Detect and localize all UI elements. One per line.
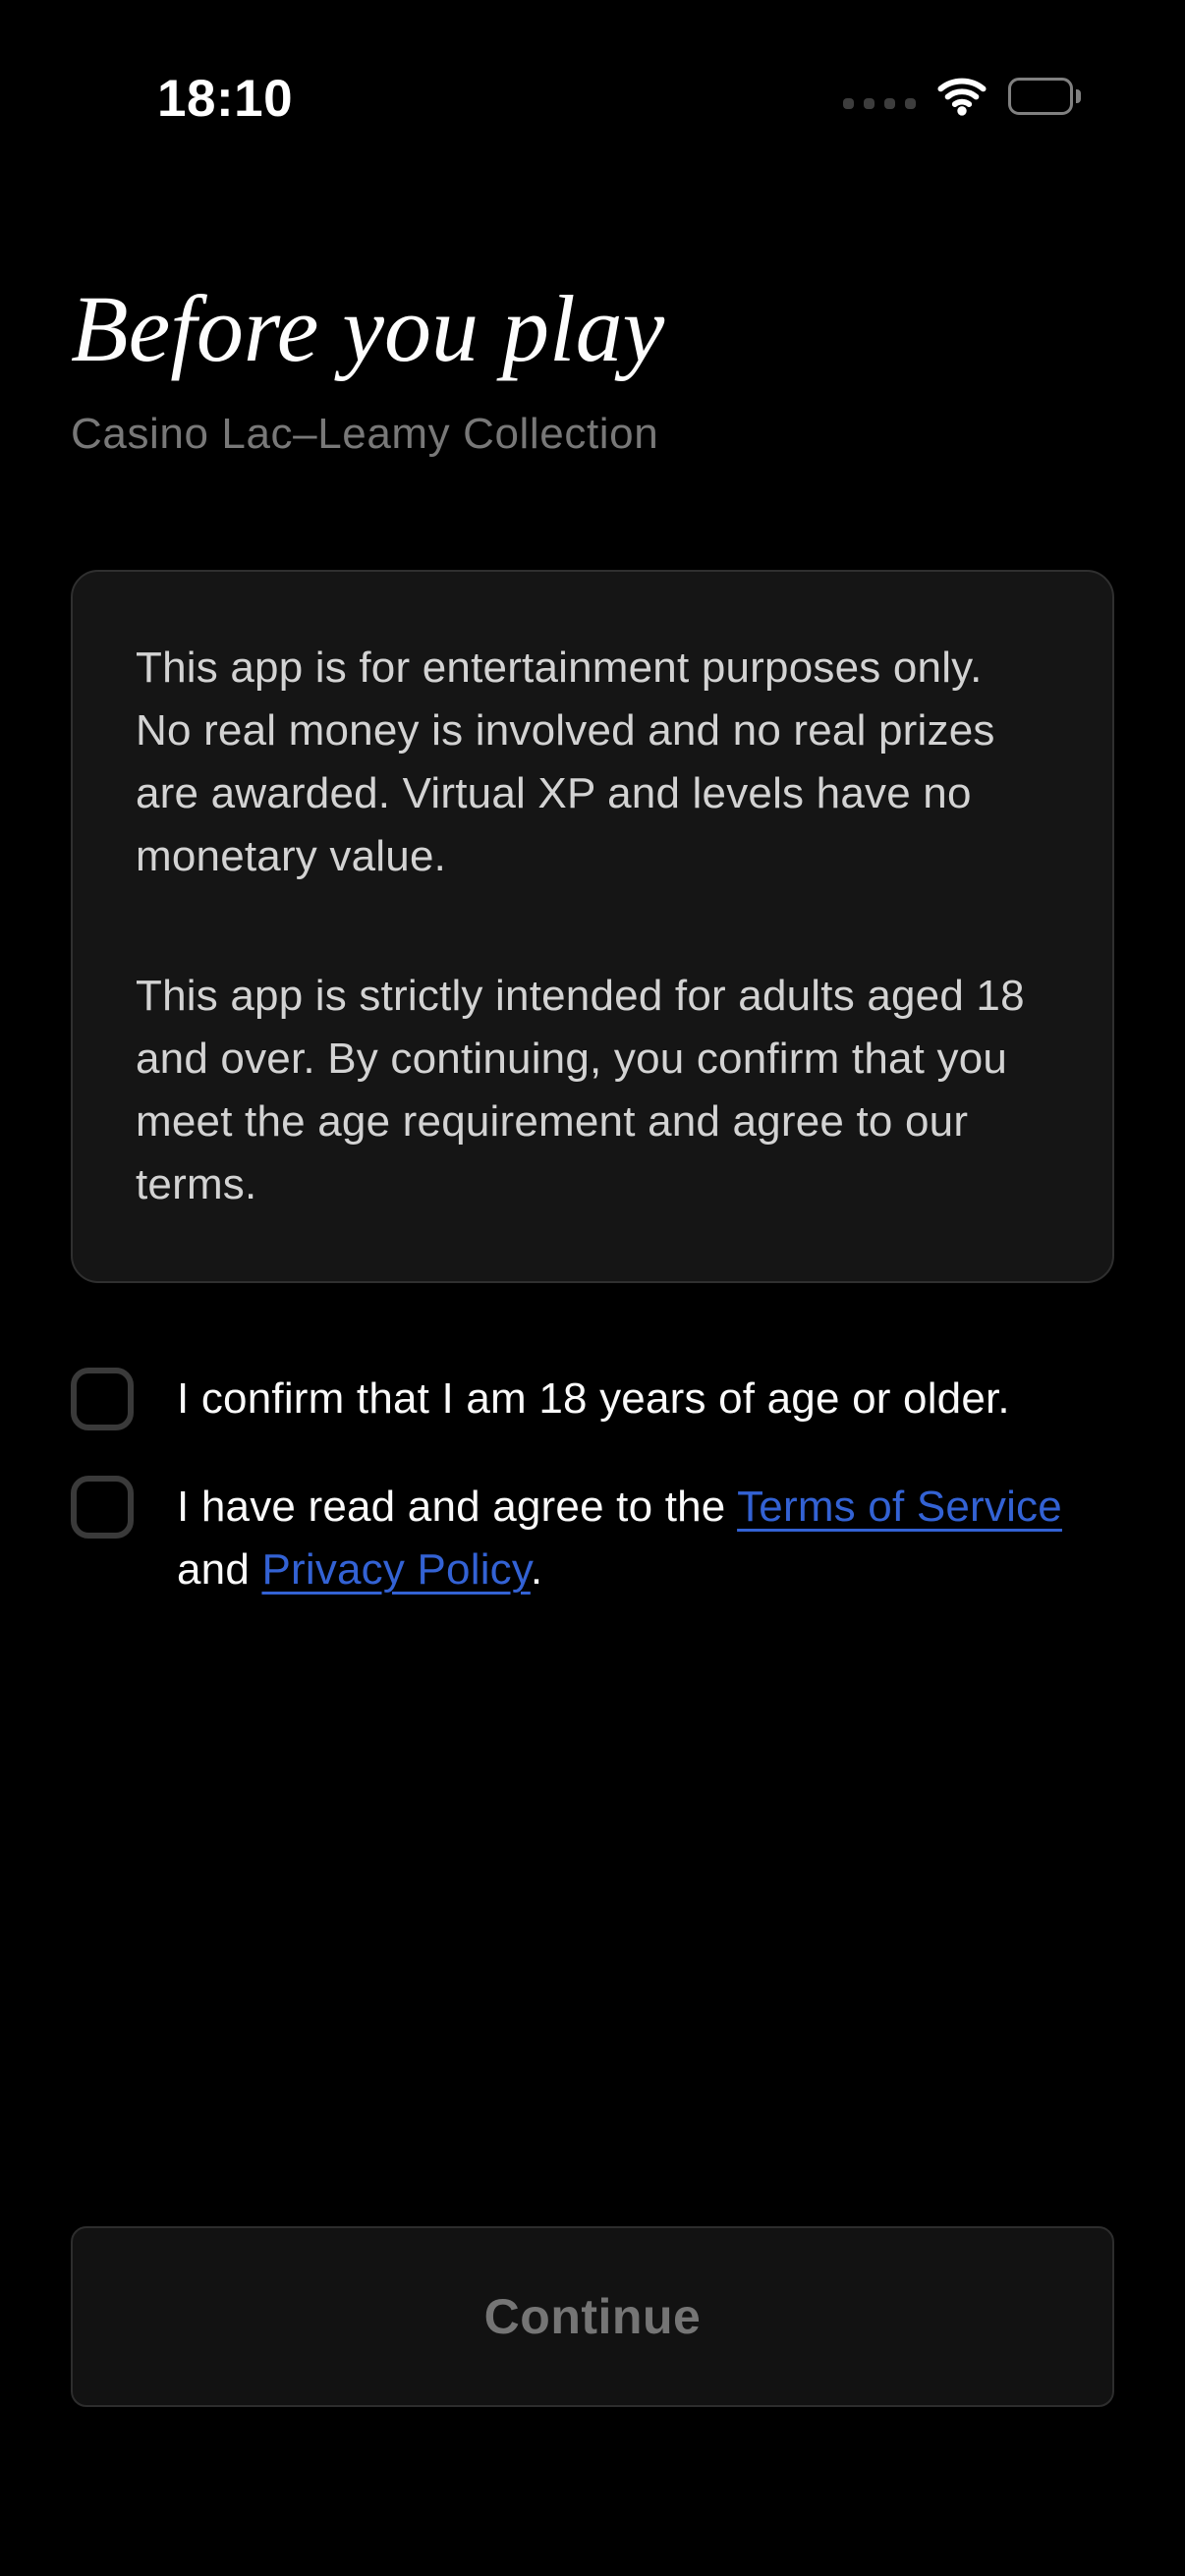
status-time: 18:10 <box>157 70 294 128</box>
page-title: Before you play <box>71 276 665 381</box>
age-confirm-label: I confirm that I am 18 years of age or older. <box>177 1374 1010 1424</box>
terms-of-service-link[interactable]: Terms of Service <box>737 1483 1062 1532</box>
status-icons <box>843 73 1081 120</box>
terms-label-suffix: . <box>530 1545 543 1595</box>
terms-agree-row[interactable] <box>71 1476 1114 1601</box>
page-subtitle: Casino Lac–Leamy Collection <box>71 410 659 459</box>
terms-agree-label <box>177 1476 1114 1601</box>
terms-agree-checkbox[interactable] <box>71 1476 134 1539</box>
wifi-icon <box>935 76 988 117</box>
age-confirm-row[interactable] <box>71 1368 1114 1430</box>
battery-icon <box>1008 78 1081 115</box>
cellular-signal-icon <box>843 98 916 109</box>
continue-button[interactable]: Continue <box>71 2226 1114 2407</box>
terms-label-prefix: I have read and agree to the <box>177 1483 738 1532</box>
disclaimer-paragraph-2: This app is strictly intended for adults aged 18 and over. By continuing, you confirm that you meet the age requirement and agree to our terms. <box>136 972 1025 1209</box>
disclaimer-card <box>71 570 1114 1283</box>
terms-label-middle: and <box>177 1545 262 1595</box>
status-bar <box>0 0 1185 147</box>
age-confirm-checkbox[interactable] <box>71 1368 134 1430</box>
disclaimer-paragraph-1: This app is for entertainment purposes only. No real money is involved and no real prizes are awarded. Virtual XP and levels have no monetary value. <box>136 644 995 881</box>
privacy-policy-link[interactable]: Privacy Policy <box>261 1545 531 1595</box>
